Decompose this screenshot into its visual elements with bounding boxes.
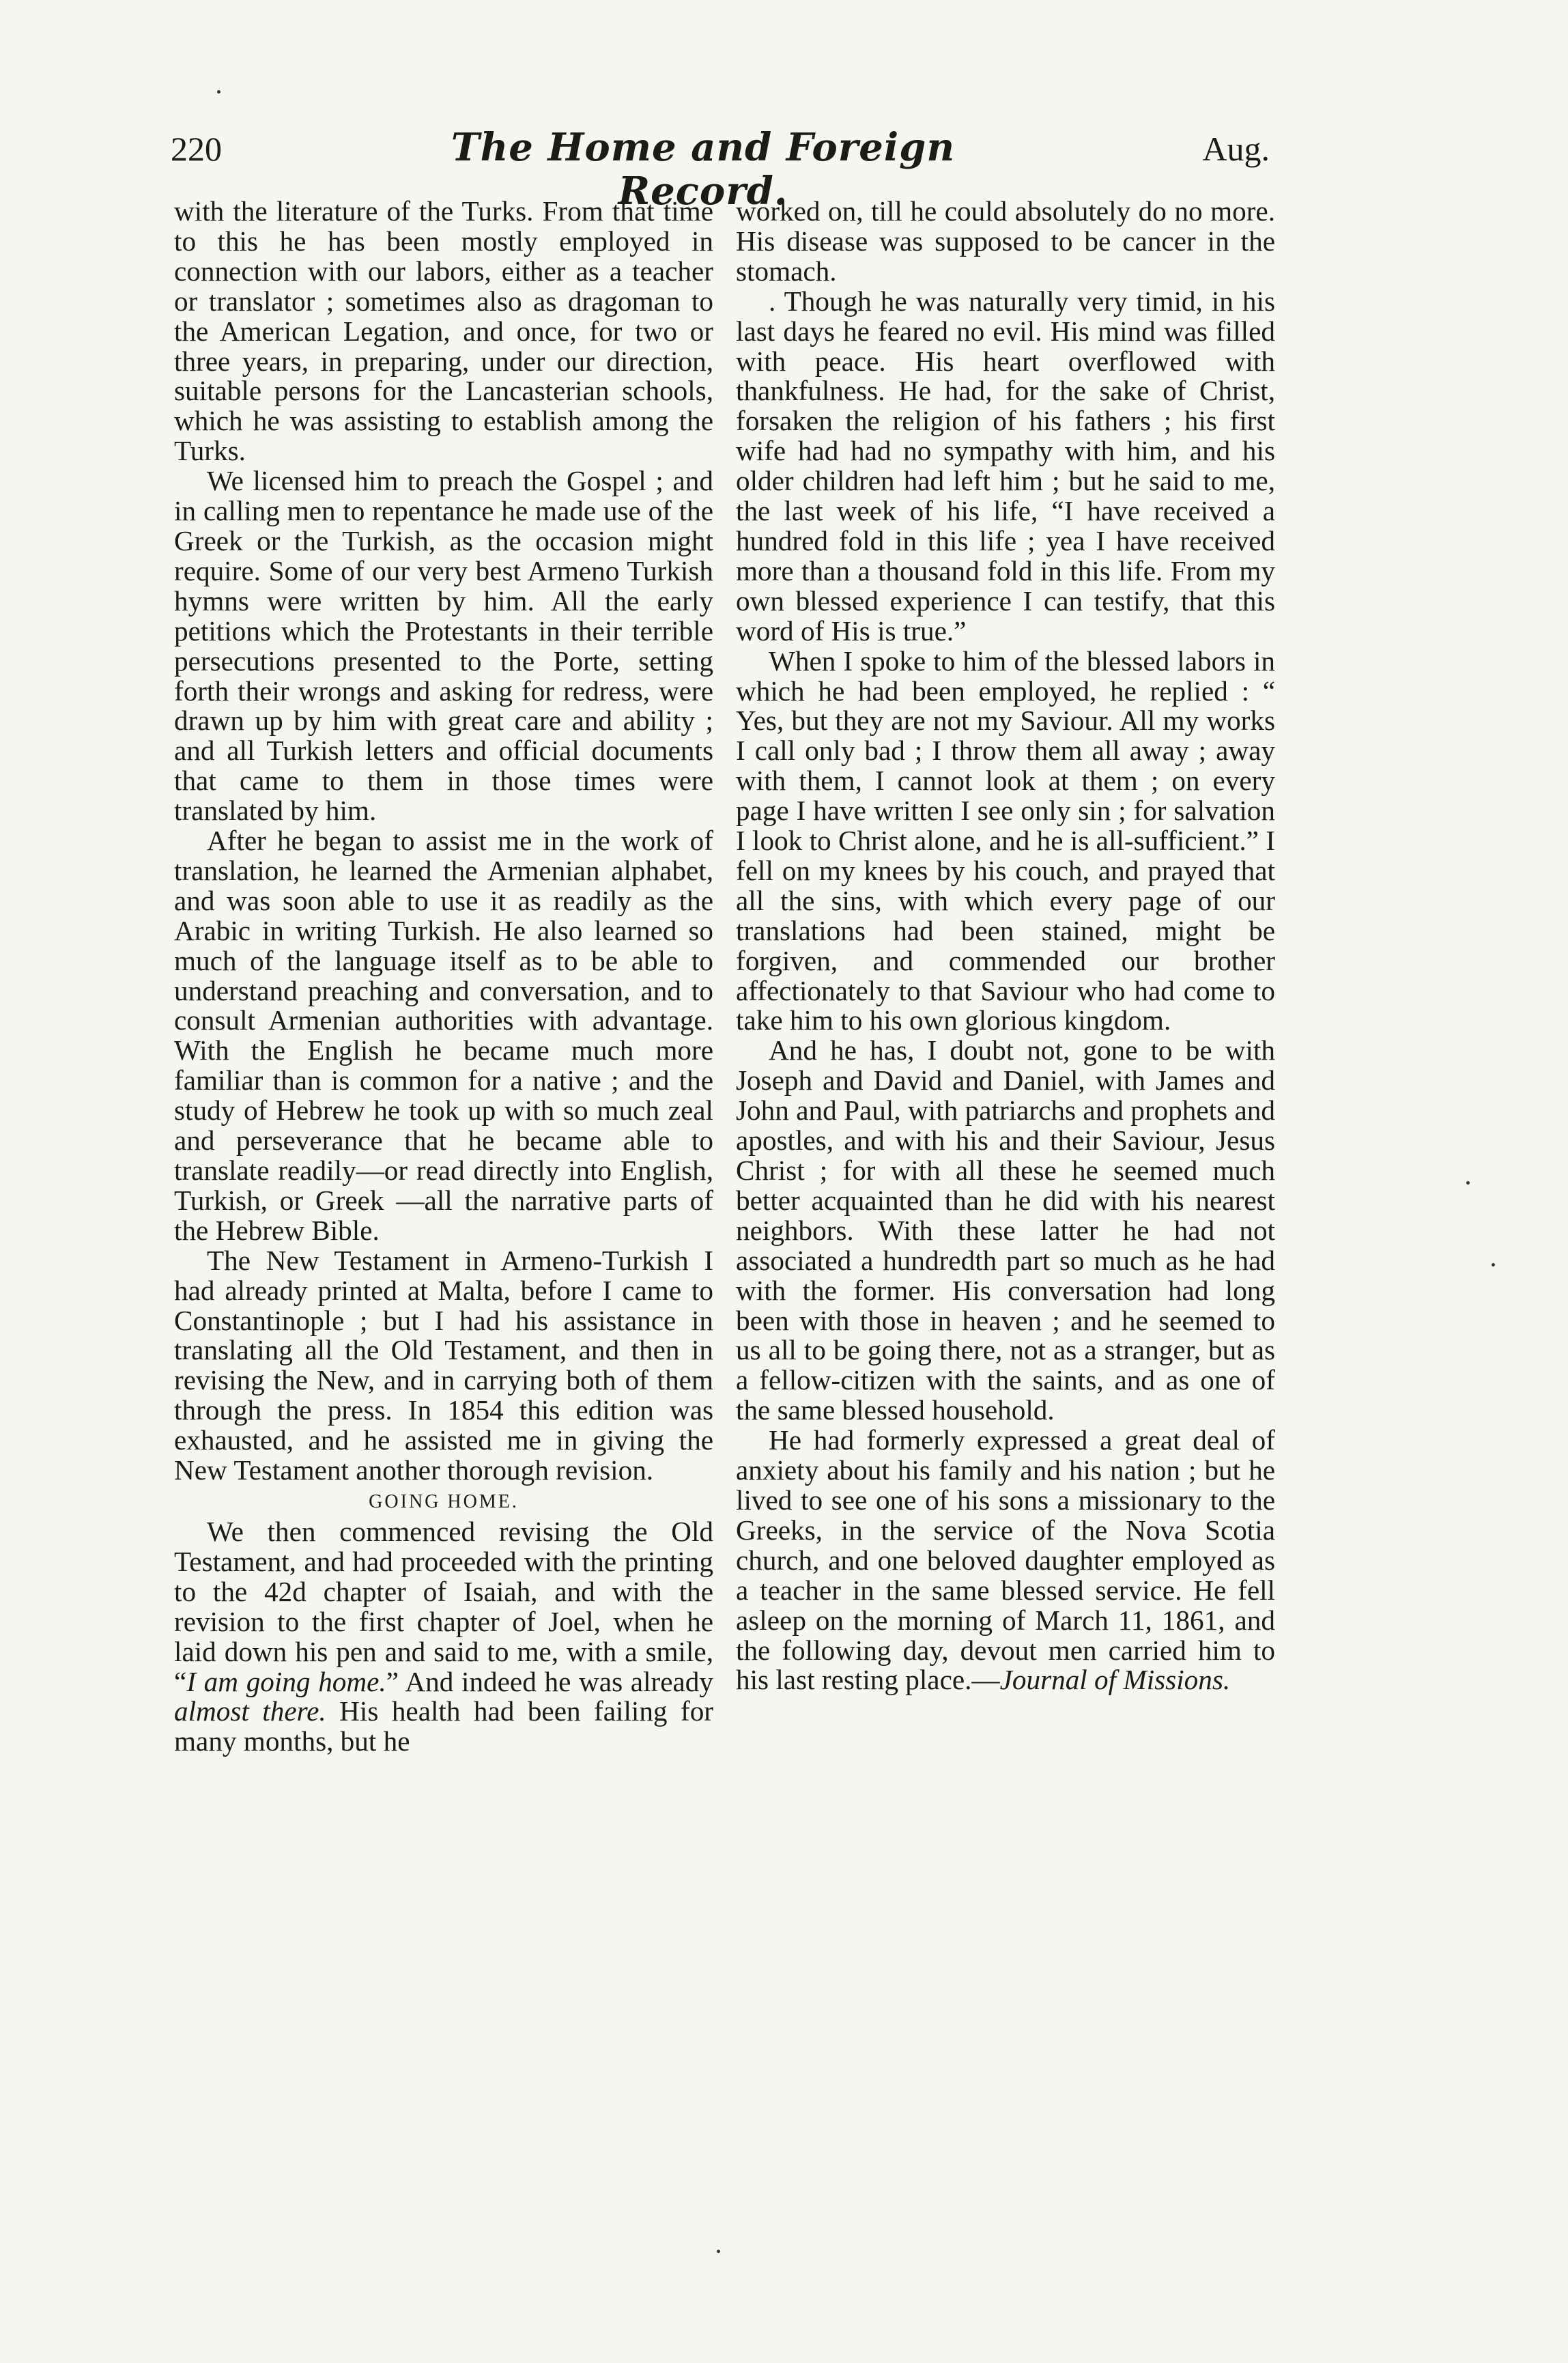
right-column	[736, 197, 1275, 1695]
paragraph: The New Testament in Armeno-Turkish I had already printed at Malta, before I came to Constantinople ; but I had his assistance in translating all the Old Testament, and then in revising the New, and in carrying both of them through the press. In 1854 this edition was exhausted, and he assisted me in giving the New Testament another thorough revision.	[174, 1244, 713, 1486]
header-month: Aug.	[1202, 130, 1270, 168]
paragraph	[736, 1426, 1275, 1695]
print-speck	[217, 90, 220, 94]
page-header	[171, 125, 1270, 214]
quoted-phrase: I am going home.	[186, 1665, 386, 1697]
paragraph-text: We then commenced revising the Old Testament, and had proceeded with the printing to the 42d chapter of Isaiah, and with the revision to the first chapter of Joel, when he laid down his pen and said to me, with a smile, “	[174, 1515, 713, 1697]
paragraph: with the literature of the Turks. From that time to this he has been mostly employed in connection with our labors, either as a teacher or translator ; sometimes also as dragoman to the American Legation, and once, for two or three years, in preparing, under our direction, suitable persons for the Lancasterian schools, which he was assisting to establish among the Turks.	[174, 195, 713, 467]
paragraph: After he began to assist me in the work of translation, he learned the Armenian alphabet, and was soon able to use it as readily as the Arabic in writing Turkish. He also learned so much of the language itself as to be able to understand preaching and conversation, and to consult Armenian authorities with advantage. With the English he became much more familiar than is common for a native ; and the study of Hebrew he took up with so much zeal and perseverance that he became able to translate readily—or read directly into English, Turkish, or Greek —all the narrative parts of the Hebrew Bible.	[174, 825, 713, 1246]
print-speck	[1466, 1181, 1470, 1185]
print-speck	[717, 2250, 720, 2253]
paragraph-text: ” And indeed he was already	[386, 1665, 713, 1697]
paragraph	[174, 1517, 713, 1757]
section-subheading: GOING HOME.	[369, 1490, 519, 1512]
paragraph: When I spoke to him of the blessed labors in which he had been employed, he replied : “ Yes, but they are not my Saviour. All my works I call only bad ; I throw them all away ; away with them, I cannot look at them ; on every page I have written I see only sin ; for salvation I look to Christ alone, and he is all-sufficient.” I fell on my knees by his couch, and prayed that all the sins, with which every page of our translations had been stained, might be forgiven, and commended our brother affectionately to that Saviour who had come to take him to his own glorious kingdom.	[736, 645, 1275, 1036]
emphasis-phrase: almost there.	[174, 1695, 326, 1727]
paragraph: And he has, I doubt not, gone to be with Joseph and David and Daniel, with James and John and Paul, with patriarchs and prophets and apostles, and with his and their Saviour, Jesus Christ ; for with all these he seemed much better acquainted than he did with his nearest neighbors. With these latter he had not associated a hundredth part so much as he had with the former. His conversation had long been with those in heaven ; and he seemed to us all to be going there, not as a stranger, but as a fellow-citizen with the saints, and as one of the same blessed household.	[736, 1034, 1275, 1426]
page-number: 220	[171, 130, 222, 168]
paragraph: We licensed him to preach the Gospel ; and in calling men to repentance he made use of the Greek or the Turkish, as the occasion might require. Some of our very best Armeno Turkish hymns were written by him. All the early petitions which the Protestants in their terrible persecutions presented to the Porte, setting forth their wrongs and asking for redress, were drawn up by him with great care and ability ; and all Turkish letters and official documents that came to them in those times were translated by him.	[174, 465, 713, 827]
paragraph: worked on, till he could absolutely do no more. His disease was supposed to be cancer in the stomach.	[736, 195, 1275, 287]
left-column	[174, 197, 713, 1757]
source-citation: Journal of Missions.	[999, 1664, 1231, 1696]
paragraph: . Though he was naturally very timid, in his last days he feared no evil. His mind was filled with peace. His heart overflowed with thankfulness. He had, for the sake of Christ, forsaken the religion of his fathers ; his first wife had had no sympathy with him, and his older children had left him ; but he said to me, the last week of his life, “I have received a hundred fold in this life ; yea I have received more than a thousand fold in this life. From my own blessed experience I can testify, that this word of His is true.”	[736, 285, 1275, 647]
paragraph-text: He had formerly expressed a great deal of anxiety about his family and his nation ; but he lived to see one of his sons a missionary to the Greeks, in the service of the Nova Scotia church, and one beloved daughter employed as a teacher in the same blessed service. He fell asleep on the morning of March 11, 1861, and the following day, devout men carried him to his last resting place.—	[736, 1424, 1275, 1696]
print-speck	[1492, 1263, 1495, 1267]
paragraph-text: His health had been failing for many months, but he	[174, 1695, 714, 1757]
running-title: The Home and Foreign Record.	[451, 125, 956, 214]
